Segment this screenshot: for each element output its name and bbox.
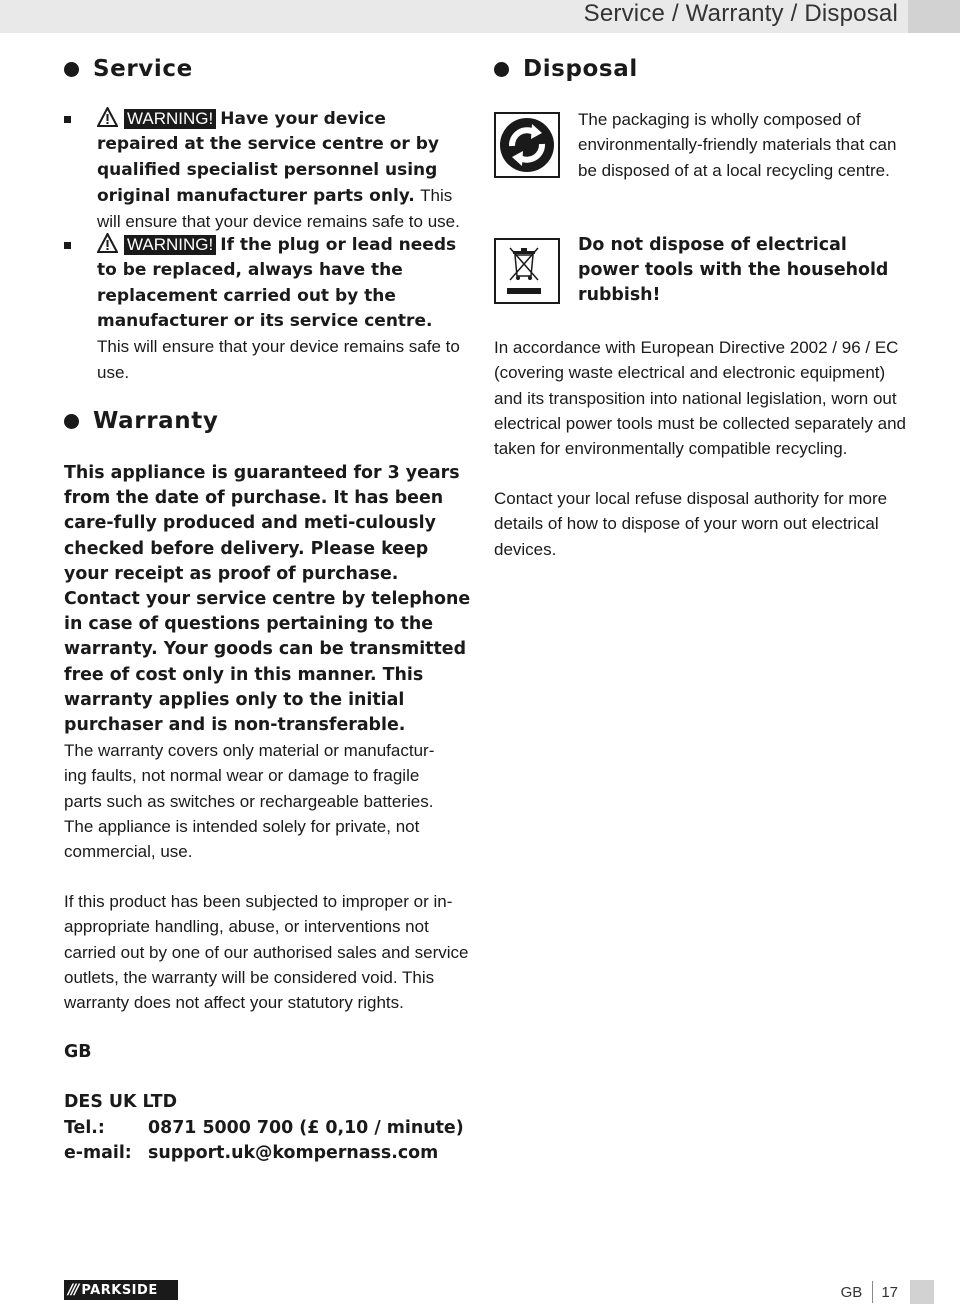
footer-divider [872, 1281, 873, 1303]
warranty-bold-paragraph: This appliance is guaranteed for 3 years from the date of purchase. It has been care-fully produced and meti-culously checked before delivery. Please keep your receipt as proof of purchase. Contact your service centre by telephone in case of questions pertaining to the warranty. Your goods can be transmitted free of cost only in this manner. This warranty applies only to the initial purchaser and is non-transferable. [64, 463, 471, 736]
email-value: support.uk@kompernass.com [148, 1142, 439, 1163]
heading-bullet [64, 62, 79, 77]
warranty-heading-text: Warranty [93, 408, 219, 434]
warning-label: WARNING! [124, 235, 216, 255]
contact-block [64, 1040, 464, 1166]
service-item-2-text [97, 233, 469, 387]
tel-label: Tel.: [64, 1117, 105, 1138]
disposal-packaging-text: The packaging is wholly composed of environmentally-friendly materials that can be disposed of at a local recycling centre. [578, 110, 897, 180]
email-label: e-mail: [64, 1142, 132, 1163]
logo-slashes: /// [68, 1282, 78, 1298]
service-item-1-text [97, 107, 469, 235]
contact-email-row [64, 1141, 464, 1166]
page-header-bar [0, 0, 960, 33]
recycling-icon [494, 112, 560, 178]
page-header-title: Service / Warranty / Disposal [583, 0, 898, 27]
service-item-2-normal: This will ensure that your device remains safe to use. [97, 337, 460, 383]
service-section-heading [64, 56, 193, 82]
disposal-weee-warning: Do not dispose of electrical power tools with the household rubbish! [578, 235, 889, 306]
warning-triangle-icon [97, 233, 118, 253]
warranty-paragraph-1: The warranty covers only material or manufactur-ing faults, not normal wear or damage to fragile parts such as switches or rechargeable batteries. The appliance is intended solely for private, not commercial, use. [64, 741, 435, 862]
contact-tel-row [64, 1116, 464, 1141]
tel-value: 0871 5000 700 (£ 0,10 / minute) [148, 1117, 464, 1138]
disposal-contact-text: Contact your local refuse disposal authority for more details of how to dispose of your worn out electrical devices. [494, 489, 888, 559]
service-item-1-normal: This will ensure that your device remains safe to use. [97, 185, 460, 232]
footer-page-tab [910, 1280, 934, 1304]
contact-country: GB [64, 1042, 92, 1062]
warranty-section-heading [64, 408, 218, 434]
page-number: 17 [881, 1283, 898, 1301]
logo-brand-text: PARKSIDE [81, 1282, 158, 1298]
disposal-section-heading [494, 56, 638, 82]
warranty-paragraph-2: If this product has been subjected to improper or in-appropriate handling, abuse, or interventions not carried out by one of our authorised sales and service outlets, the warranty will be considered void. This warranty does not affect your statutory rights. [64, 892, 469, 1013]
crossed-bin-icon [494, 238, 560, 304]
service-item-2-bold: If the plug or lead needs to be replaced, always have the replacement carried out by the manufacturer or its service centre. [97, 235, 457, 331]
disposal-directive-text: In accordance with European Directive 2002 / 96 / EC (covering waste electrical and electronic equipment) and its transposition into national legislation, worn out electrical power tools must be collected separately and taken for environmentally compatible recycling. [494, 338, 906, 459]
parkside-logo [64, 1280, 178, 1300]
list-bullet [64, 116, 71, 123]
list-bullet [64, 242, 71, 249]
heading-bullet [494, 62, 509, 77]
service-item-1-bold: Have your device repaired at the service centre or by qualified specialist personnel using original manufacturer parts only. [97, 109, 439, 206]
disposal-heading-text: Disposal [523, 56, 638, 82]
footer-language: GB [840, 1283, 863, 1301]
warning-triangle-icon [97, 107, 118, 127]
contact-company: DES UK LTD [64, 1092, 178, 1113]
warning-label: WARNING! [124, 109, 216, 129]
heading-bullet [64, 414, 79, 429]
page-footer-info [841, 1280, 934, 1304]
header-tab-marker [908, 0, 960, 33]
service-heading-text: Service [93, 56, 193, 82]
